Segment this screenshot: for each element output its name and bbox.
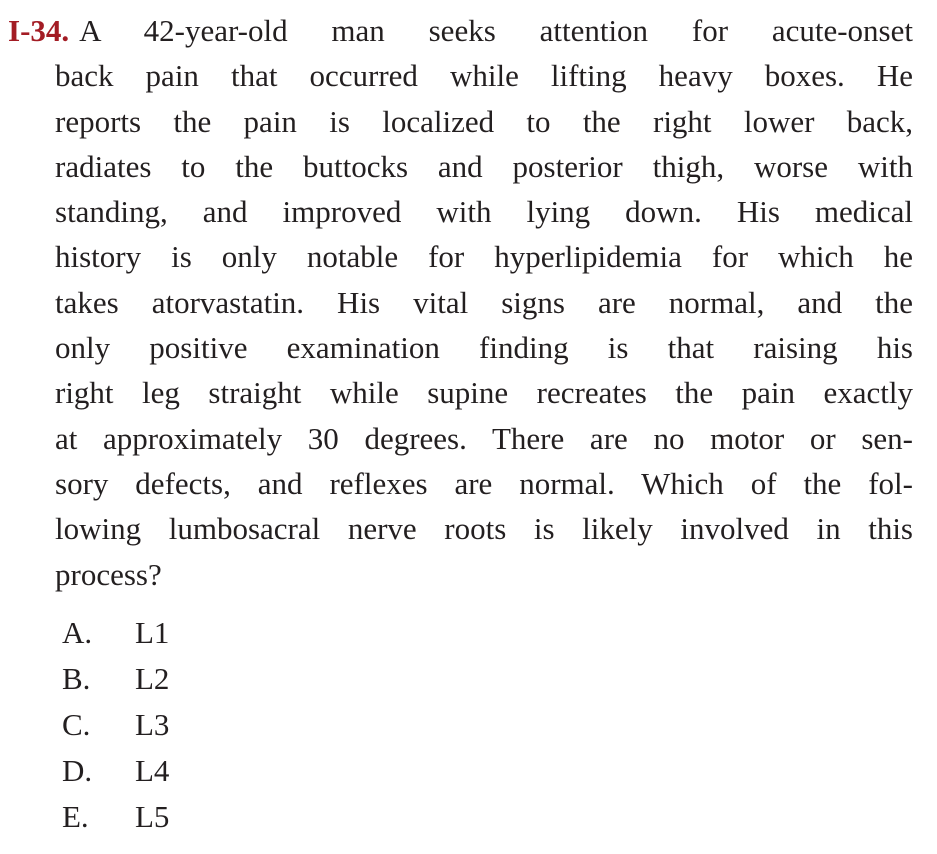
stem-line: back pain that occurred while lifting heavy boxes. He (55, 58, 913, 94)
option-d[interactable] (62, 748, 169, 794)
stem-line: at approximately 30 degrees. There are no motor or sen- (55, 420, 913, 456)
option-c[interactable] (62, 702, 169, 748)
option-a[interactable] (62, 610, 169, 656)
stem-text: A 42-year-old man seeks attention for acute-onset (79, 13, 913, 48)
option-letter: C. (62, 707, 91, 742)
option-text: L4 (135, 753, 170, 788)
stem-line: takes atorvastatin. His vital signs are normal, and the (55, 284, 913, 320)
stem-line: reports the pain is localized to the right lower back, (55, 103, 913, 139)
option-letter: B. (62, 661, 91, 696)
stem-line: only positive examination finding is that raising his (55, 330, 913, 366)
stem-line: radiates to the buttocks and posterior thigh, worse with (55, 148, 913, 184)
option-letter: E. (62, 799, 89, 834)
option-letter: D. (62, 753, 93, 788)
answer-options (62, 610, 169, 840)
stem-line: sory defects, and reflexes are normal. Which of the fol- (55, 465, 913, 501)
option-b[interactable] (62, 656, 169, 702)
stem-line: lowing lumbosacral nerve roots is likely involved in this (55, 511, 913, 547)
stem-line: right leg straight while supine recreates the pain exactly (55, 375, 913, 411)
stem-line: history is only notable for hyperlipidemia for which he (55, 239, 913, 275)
option-text: L2 (135, 661, 170, 696)
option-text: L5 (135, 799, 170, 834)
option-text: L3 (135, 707, 170, 742)
stem-line: process? (55, 556, 162, 592)
option-letter: A. (62, 615, 93, 650)
stem-line (8, 8, 913, 53)
question-stem (8, 8, 913, 597)
stem-line: standing, and improved with lying down. His medical (55, 194, 913, 230)
option-e[interactable] (62, 794, 169, 840)
question-number: I-34. (8, 13, 70, 48)
option-text: L1 (135, 615, 170, 650)
